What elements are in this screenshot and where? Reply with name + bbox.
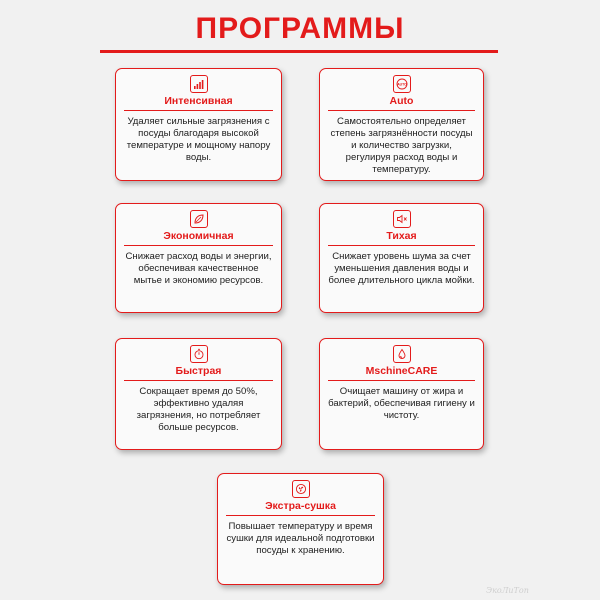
speaker-mute-icon xyxy=(393,210,411,228)
program-title: Экстра-сушка xyxy=(265,500,336,512)
program-description: Сокращает время до 50%, эффективно удаляя загрязнения, но потребляет больше ресурсов. xyxy=(136,386,261,433)
page-title: ПРОГРАММЫ xyxy=(195,12,405,45)
program-title: Auto xyxy=(389,95,414,107)
card-divider xyxy=(328,380,475,381)
card-divider xyxy=(124,380,273,381)
fan-icon xyxy=(292,480,310,498)
stopwatch-icon xyxy=(190,345,208,363)
program-card-quick xyxy=(115,338,282,450)
program-description: Удаляет сильные загрязнения с посуды благодаря высокой температуре и мощному напору воды. xyxy=(126,116,271,163)
program-title: Тихая xyxy=(386,230,417,242)
program-description: Снижает уровень шума за счет уменьшения давления воды и более длительного цикла мойки. xyxy=(328,251,475,286)
program-card-quiet xyxy=(319,203,484,313)
bars-chart-icon xyxy=(190,75,208,93)
watermark: ЭкоЛиТоп xyxy=(486,586,529,595)
program-title: Экономичная xyxy=(163,230,234,242)
title-underline xyxy=(100,50,498,53)
program-card-extra-dry xyxy=(217,473,384,585)
auto-badge-text: AUTO xyxy=(396,82,407,87)
card-divider xyxy=(226,515,375,516)
program-description: Очищает машину от жира и бактерий, обеспечивая гигиену и чистоту. xyxy=(328,386,475,421)
program-title: Интенсивная xyxy=(164,95,233,107)
card-divider xyxy=(328,110,475,111)
program-card-machinecare xyxy=(319,338,484,450)
card-divider xyxy=(124,110,273,111)
drop-care-icon xyxy=(393,345,411,363)
auto-badge-icon xyxy=(393,75,411,93)
program-title: MschineCARE xyxy=(365,365,438,377)
program-card-economy xyxy=(115,203,282,313)
eco-leaf-icon xyxy=(190,210,208,228)
card-divider xyxy=(328,245,475,246)
program-title: Быстрая xyxy=(175,365,222,377)
program-description: Повышает температуру и время сушки для идеальной подготовки посуды к хранению. xyxy=(226,521,375,556)
card-divider xyxy=(124,245,273,246)
program-description: Самостоятельно определяет степень загрязнённости посуды и количество загрузки, регулируя расход воды и температуру. xyxy=(330,116,473,175)
program-card-auto xyxy=(319,68,484,181)
program-description: Снижает расход воды и энергии, обеспечивая качественное мытье и экономию ресурсов. xyxy=(125,251,272,286)
program-card-intensive xyxy=(115,68,282,181)
